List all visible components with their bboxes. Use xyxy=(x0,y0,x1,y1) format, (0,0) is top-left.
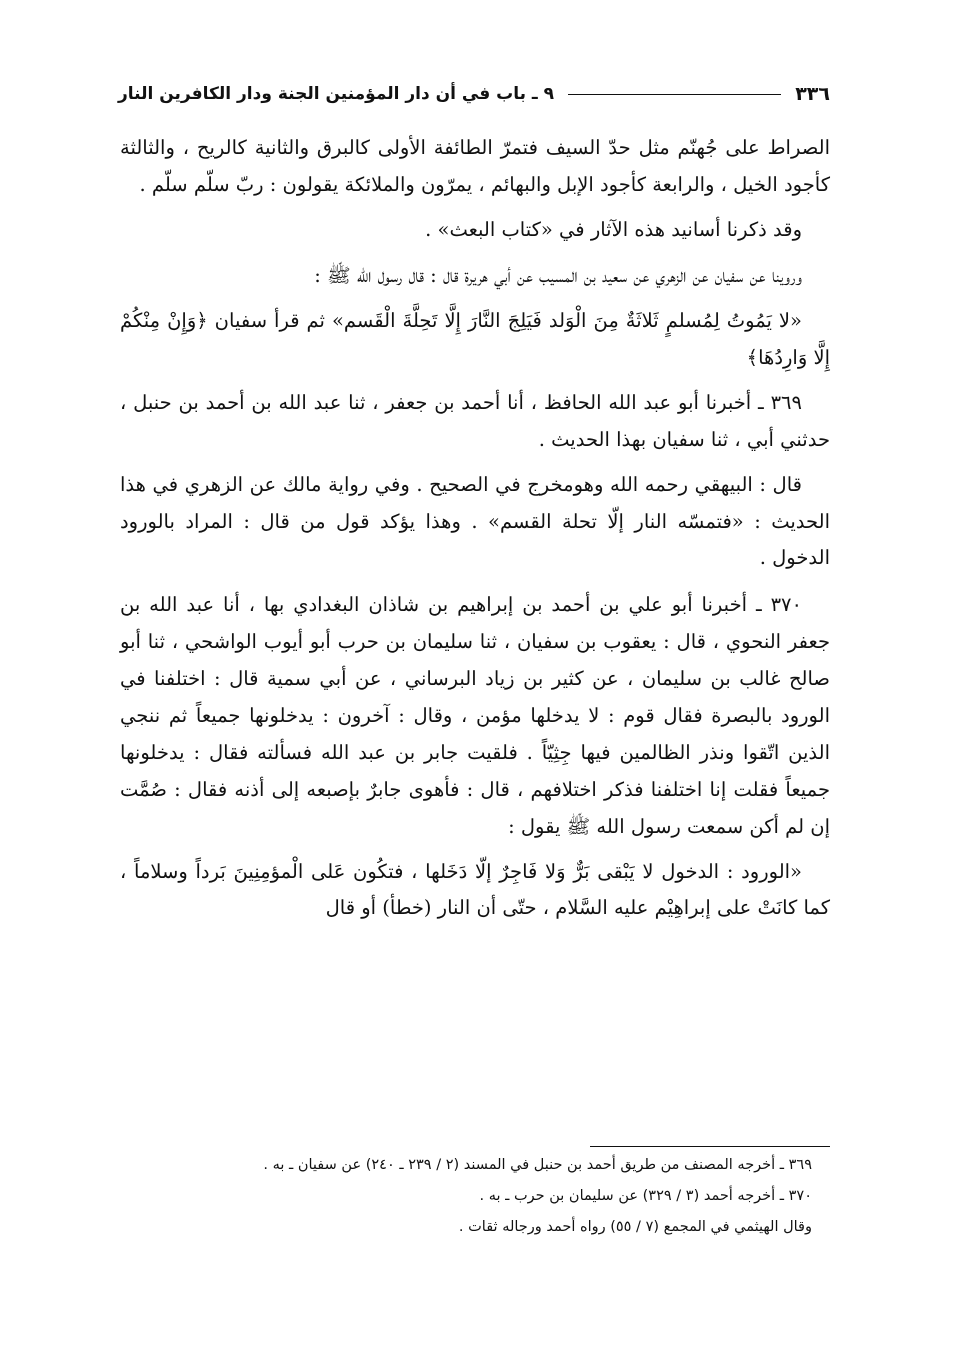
paragraph-sirat: الصراط على جُهنّم مثل حدّ السيف فتمرّ الطائفة الأولى كالبرق والثانية كالريح ، والثالثة كأجود الخيل ، والرابعة كأجود الإبل والبهائم ، يمرّون والملائكة يقولون : ربّ سلّم سلّم . xyxy=(120,136,830,196)
footnote-haythami: وقال الهيثمي في المجمع (٧ / ٥٥) رواه أحمد ورجاله ثقات . xyxy=(458,1219,812,1235)
footnotes xyxy=(120,1150,830,1243)
paragraph-bayhaqi: قال : البيهقي رحمه الله وهومخرج في الصحيح . وفي رواية مالك عن الزهري في هذا الحديث : «فتمسّه النار إلّا تحلة القسم» . وهذا يؤكد قول من قال : المراد بالورود الدخول . xyxy=(120,473,830,569)
footnote-rule xyxy=(590,1146,830,1147)
header-rule xyxy=(568,94,781,95)
paragraph-riwaya: وروينا عن سفيان عن الزهري عن سعيد بن المسيب عن أبي هريرة قال : قال رسول الله ﷺ : xyxy=(314,263,802,287)
paragraph-wurud: «الورود : الدخول لا يَبْقى بَرٌّ وَلا فَاجِرٌ إلّا دَخَلها ، فتكُون عَلى الْمؤمِنِينَ بَرداً وسلاماً ، كما كانَتْ على إبراهِيْم عليه السَّلام ، حتّى أن النار (خطأ) أو قال xyxy=(120,859,830,919)
footnote-369: ٣٦٩ ـ أخرجه المصنف من طريق أحمد بن حنبل في المسند (٢ / ٢٣٩ ـ ٢٤٠) عن سفيان ـ به . xyxy=(263,1157,812,1173)
paragraph-369: ٣٦٩ ـ أخبرنا أبو عبد الله الحافظ ، أنا أحمد بن جعفر ، ثنا عبد الله بن أحمد بن حنبل ، حدثني أبي ، ثنا سفيان بهذا الحديث . xyxy=(120,391,830,451)
page-number: ٣٣٦ xyxy=(795,83,830,105)
paragraph-370: ٣٧٠ ـ أخبرنا أبو علي بن أحمد بن إبراهيم بن شاذان البغدادي بها ، أنا عبد الله بن جعفر النحوي ، قال : يعقوب بن سفيان ، ثنا سليمان بن حرب أبو أيوب الواشحي ، ثنا أبو صالح غالب بن سليمان ، عن كثير بن زياد البرساني ، عن أبي سمية قال : اختلفنا في الورود بالبصرة فقال قوم : لا يدخلها مؤمن ، وقال : آخرون : يدخلونها جميعاً ثم ننجي الذين اتّقوا ونذر الظالمين فيها جِثِيّاً . فلقيت جابر بن عبد الله فسألته فقال : يدخلونها جميعاً فقلت إنا اختلفنا فذكر اختلافهم ، قال : فأهوى جابرٌ بإصبعه إلى أذنه فقال : صُمَّت إن لم أكن سمعت رسول الله ﷺ يقول : xyxy=(120,592,830,838)
paragraph-asanid: وقد ذكرنا أسانيد هذه الآثار في «كتاب البعث» . xyxy=(425,218,802,241)
main-text xyxy=(120,130,830,936)
chapter-title: ٩ ـ باب في أن دار المؤمنين الجنة ودار الكافرين النار xyxy=(118,84,555,104)
running-header xyxy=(118,70,830,118)
footnote-370: ٣٧٠ ـ أخرجه أحمد (٣ / ٣٢٩) عن سليمان بن حرب ـ به . xyxy=(479,1188,812,1204)
paragraph-hadith-quote: «لا يَمُوتُ لِمُسلمٍ ثَلاثَةٌ مِنَ الْوَلد فَيَلِجَ النَّارَ إِلَّا تَحِلَّةَ الْقَسم» ثم قرأ سفيان ﴿وَإِنْ مِنْكُمْ إِلَّا وَارِدُهَا﴾ xyxy=(120,309,830,369)
